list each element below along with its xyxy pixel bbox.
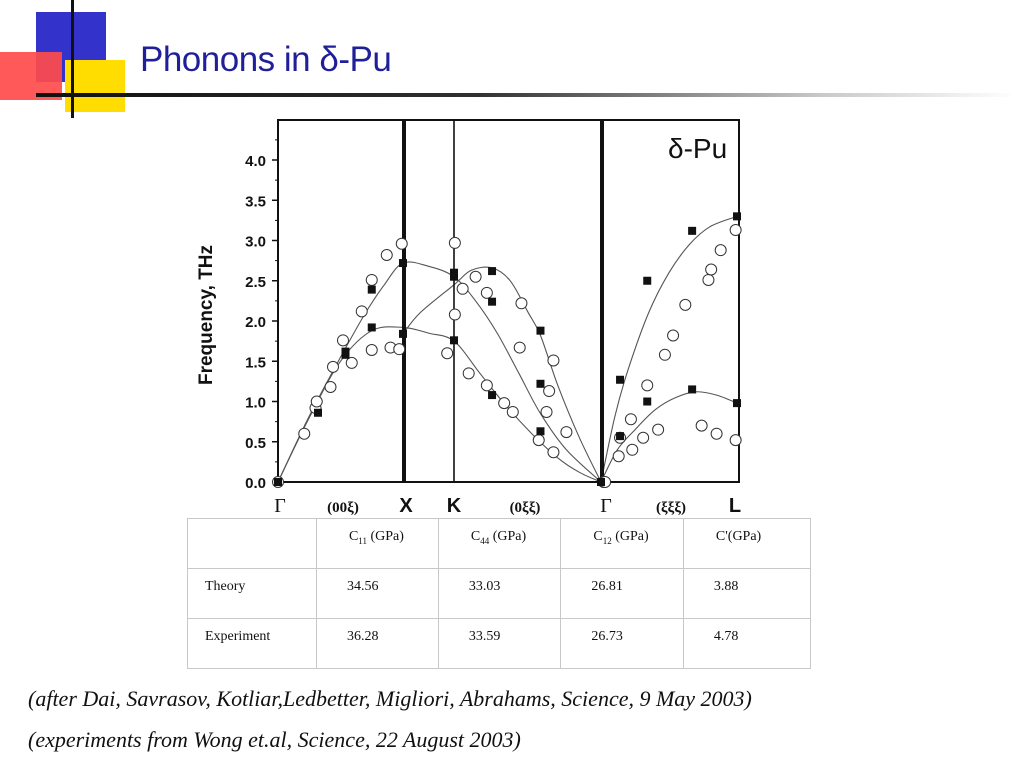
data-point-circle bbox=[668, 330, 679, 341]
data-point-circle bbox=[642, 380, 653, 391]
data-point-circle bbox=[548, 355, 559, 366]
y-tick-label: 0.5 bbox=[245, 434, 266, 452]
data-point-circle bbox=[481, 287, 492, 298]
data-point-circle bbox=[627, 444, 638, 455]
data-point-circle bbox=[356, 306, 367, 317]
panel-label: δ-Pu bbox=[668, 133, 728, 164]
table-cell: 33.03 bbox=[438, 569, 561, 619]
table-row-label: Experiment bbox=[188, 619, 317, 669]
data-point-circle bbox=[659, 349, 670, 360]
data-point-circle bbox=[449, 309, 460, 320]
data-point-circle bbox=[481, 380, 492, 391]
data-point-square bbox=[399, 330, 407, 338]
table-cell: 3.88 bbox=[683, 569, 810, 619]
panel-frames bbox=[278, 120, 739, 482]
data-point-circle bbox=[463, 368, 474, 379]
data-point-circle bbox=[680, 299, 691, 310]
data-point-circle bbox=[328, 361, 339, 372]
phonon-dispersion-chart bbox=[180, 110, 780, 520]
y-tick-label: 4.0 bbox=[245, 153, 266, 170]
data-point-circle bbox=[706, 264, 717, 275]
data-point-square bbox=[342, 348, 350, 356]
data-point-circle bbox=[346, 357, 357, 368]
table-header-row bbox=[188, 519, 811, 569]
data-point-circle bbox=[541, 406, 552, 417]
data-point-circle bbox=[325, 382, 336, 393]
data-point-square bbox=[450, 273, 458, 281]
y-tick-label: 3.0 bbox=[245, 233, 266, 251]
table-row bbox=[188, 569, 811, 619]
y-tick-label: 1.0 bbox=[245, 394, 266, 412]
y-tick-label: 2.0 bbox=[245, 314, 266, 331]
x-axis-label: (ξξξ) bbox=[655, 500, 687, 516]
x-axis-label: X bbox=[399, 495, 413, 517]
data-point-circle bbox=[548, 447, 559, 458]
data-point-square bbox=[536, 427, 544, 435]
data-point-square bbox=[688, 385, 696, 393]
panel-frame bbox=[603, 120, 739, 482]
panel-frame bbox=[278, 120, 403, 482]
x-axis-label: Γ bbox=[600, 495, 612, 517]
data-point-circle bbox=[625, 414, 636, 425]
table-row-label: Theory bbox=[188, 569, 317, 619]
slide-title: Phonons in δ-Pu bbox=[140, 40, 392, 79]
data-point-square bbox=[399, 259, 407, 267]
table-cell: 26.73 bbox=[561, 619, 684, 669]
data-point-circle bbox=[442, 348, 453, 359]
data-point-square bbox=[643, 277, 651, 285]
data-point-circle bbox=[507, 406, 518, 417]
data-point-circle bbox=[638, 432, 649, 443]
table-cell: 4.78 bbox=[683, 619, 810, 669]
data-point-square bbox=[488, 267, 496, 275]
data-point-circle bbox=[381, 249, 392, 260]
y-axis-label: Frequency, THz bbox=[196, 244, 217, 386]
y-tick-label: 0.0 bbox=[245, 475, 266, 492]
data-point-square bbox=[488, 391, 496, 399]
data-point-circle bbox=[544, 386, 555, 397]
data-point-square bbox=[488, 298, 496, 306]
table-header-cell: $C_{44}$ (GPa) bbox=[438, 519, 561, 569]
x-axis-labels bbox=[274, 495, 741, 517]
data-point-circle bbox=[366, 344, 377, 355]
data-point-circle bbox=[514, 342, 525, 353]
data-point-circle bbox=[730, 225, 741, 236]
citation-theory: (after Dai, Savrasov, Kotliar,Ledbetter, Migliori, Abrahams, Science, 9 May 2003) bbox=[28, 686, 752, 711]
data-point-circle bbox=[696, 420, 707, 431]
data-point-circle bbox=[703, 274, 714, 285]
data-point-square bbox=[688, 227, 696, 235]
y-tick-label: 2.5 bbox=[245, 273, 266, 291]
x-axis-label: (0ξξ) bbox=[509, 500, 541, 516]
table-header-cell bbox=[188, 519, 317, 569]
table-header-cell: $C_{12}$ (GPa) bbox=[561, 519, 684, 569]
deco-vertical-line bbox=[71, 0, 74, 118]
data-point-square bbox=[733, 399, 741, 407]
title-underline bbox=[36, 93, 1016, 97]
data-point-circle bbox=[516, 298, 527, 309]
data-point-square bbox=[536, 327, 544, 335]
table-cell: 26.81 bbox=[561, 569, 684, 619]
data-point-circle bbox=[711, 428, 722, 439]
table-header-cell: C'(GPa) bbox=[683, 519, 810, 569]
data-point-circle bbox=[470, 271, 481, 282]
data-point-square bbox=[368, 286, 376, 294]
data-point-circle bbox=[730, 435, 741, 446]
data-point-square bbox=[450, 336, 458, 344]
elastic-constants-table bbox=[187, 518, 811, 669]
data-point-square bbox=[616, 376, 624, 384]
data-point-circle bbox=[561, 427, 572, 438]
table-cell: 33.59 bbox=[438, 619, 561, 669]
data-point-square bbox=[314, 409, 322, 417]
data-point-square bbox=[368, 323, 376, 331]
y-tick-label: 1.5 bbox=[245, 354, 266, 372]
data-point-circle bbox=[613, 451, 624, 462]
data-point-circle bbox=[499, 398, 510, 409]
data-point-square bbox=[536, 380, 544, 388]
x-axis-label: K bbox=[446, 495, 462, 517]
data-point-square bbox=[274, 478, 282, 486]
data-point-circle bbox=[311, 396, 322, 407]
x-axis-label: L bbox=[728, 495, 742, 517]
x-axis-label: (00ξ) bbox=[327, 500, 359, 516]
data-point-square bbox=[597, 478, 605, 486]
data-point-square bbox=[643, 398, 651, 406]
data-point-circle bbox=[394, 344, 405, 355]
data-point-circle bbox=[715, 245, 726, 256]
data-point-circle bbox=[449, 237, 460, 248]
table-cell: 34.56 bbox=[316, 569, 438, 619]
y-tick-label: 3.5 bbox=[245, 193, 266, 211]
table-cell: 36.28 bbox=[316, 619, 438, 669]
data-point-circle bbox=[338, 335, 349, 346]
table-row bbox=[188, 619, 811, 669]
data-point-circle bbox=[366, 274, 377, 285]
data-point-circle bbox=[457, 283, 468, 294]
theory-curve bbox=[278, 327, 601, 482]
data-point-circle bbox=[653, 424, 664, 435]
data-point-circle bbox=[396, 238, 407, 249]
citation-experiment: (experiments from Wong et.al, Science, 22 August 2003) bbox=[28, 727, 521, 752]
x-axis-label: Γ bbox=[274, 495, 286, 517]
data-point-square bbox=[616, 432, 624, 440]
theory-curve bbox=[403, 267, 601, 482]
data-point-square bbox=[733, 212, 741, 220]
data-point-circle bbox=[299, 428, 310, 439]
table-header-cell: $C_{11}$ (GPa) bbox=[316, 519, 438, 569]
y-axis-ticks bbox=[245, 140, 278, 492]
deco-yellow-square bbox=[65, 60, 125, 112]
data-point-circle bbox=[533, 435, 544, 446]
